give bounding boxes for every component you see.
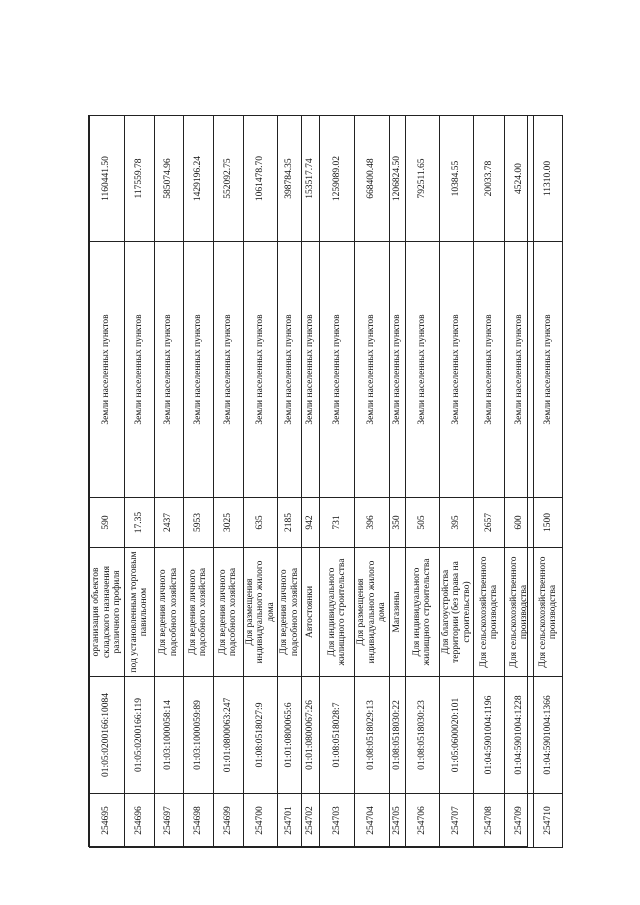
cadastral-number: 01:01:0800067:26 — [302, 677, 320, 794]
cadastral-number: 01:08:0518029:13 — [355, 677, 390, 794]
table-row — [320, 116, 355, 848]
area: 635 — [243, 498, 278, 548]
permitted-use: Автостоянки — [302, 548, 320, 677]
row-number: 254707 — [439, 794, 474, 848]
cadastral-number: 01:05:0600020:101 — [439, 677, 474, 794]
row-number: 254698 — [183, 794, 213, 848]
land-category: Земли населенных пунктов — [154, 242, 183, 498]
permitted-use: Для ведения личного подсобного хозяйства — [213, 548, 243, 677]
table-row — [302, 116, 320, 848]
permitted-use: Для благоустройства территории (без права на строительство) — [439, 548, 474, 677]
cadastral-cost: 10384.55 — [439, 116, 474, 242]
land-category: Земли населенных пунктов — [243, 242, 278, 498]
row-number: 254697 — [154, 794, 183, 848]
permitted-use: Для размещения индивидуального жилого дома — [355, 548, 390, 677]
cadastral-cost: 1259089.02 — [320, 116, 355, 242]
land-category: Земли населенных пунктов — [213, 242, 243, 498]
rotated-table-container — [89, 116, 558, 848]
cadastral-cost: 1206824.50 — [389, 116, 405, 242]
area: 17.35 — [124, 498, 154, 548]
cadastral-cost: 668400.48 — [355, 116, 390, 242]
cadastral-cost: 585074.96 — [154, 116, 183, 242]
table-row — [154, 116, 183, 848]
permitted-use: Для сельскохозяйственного производства — [505, 548, 534, 677]
cadastral-cost: 398784.35 — [278, 116, 302, 242]
document-page — [88, 115, 558, 847]
permitted-use: Для ведения личного подсобного хозяйства — [183, 548, 213, 677]
land-category: Земли населенных пунктов — [474, 242, 505, 498]
permitted-use: под установленным торговым павильоном — [124, 548, 154, 677]
cadastral-cost: 1160441.50 — [90, 116, 125, 242]
row-number: 254699 — [213, 794, 243, 848]
land-category: Земли населенных пунктов — [183, 242, 213, 498]
land-category: Земли населенных пунктов — [90, 242, 125, 498]
row-number: 254702 — [302, 794, 320, 848]
permitted-use: Для размещения индивидуального жилого дома — [243, 548, 278, 677]
row-number: 254705 — [389, 794, 405, 848]
land-plots-table — [89, 115, 563, 848]
cadastral-number: 01:01:0800065:6 — [278, 677, 302, 794]
cadastral-number: 01:08:0518030:22 — [389, 677, 405, 794]
land-category: Земли населенных пунктов — [505, 242, 534, 498]
cadastral-number: 01:04:5901004:1366 — [534, 677, 563, 794]
row-number: 254700 — [243, 794, 278, 848]
table-row — [243, 116, 278, 848]
area: 600 — [505, 498, 534, 548]
cadastral-number: 01:08:0518027:9 — [243, 677, 278, 794]
area: 350 — [389, 498, 405, 548]
cadastral-number: 01:04:5901004:1228 — [505, 677, 534, 794]
cadastral-cost: 153517.74 — [302, 116, 320, 242]
row-number: 254701 — [278, 794, 302, 848]
cadastral-cost: 4524.00 — [505, 116, 534, 242]
table-row — [355, 116, 390, 848]
cadastral-cost: 1061478.70 — [243, 116, 278, 242]
cadastral-number: 01:05:0200166:10084 — [90, 677, 125, 794]
permitted-use: Для ведения личного подсобного хозяйства — [154, 548, 183, 677]
area: 2185 — [278, 498, 302, 548]
land-category: Земли населенных пунктов — [405, 242, 439, 498]
table-row — [439, 116, 474, 848]
row-number: 254703 — [320, 794, 355, 848]
cadastral-number: 01:04:5901004:1196 — [474, 677, 505, 794]
land-category: Земли населенных пунктов — [302, 242, 320, 498]
permitted-use: Для сельскохозяйственного производства — [534, 548, 563, 677]
row-number: 254696 — [124, 794, 154, 848]
row-number: 254695 — [90, 794, 125, 848]
cadastral-number: 01:08:0518030:23 — [405, 677, 439, 794]
land-category: Земли населенных пунктов — [124, 242, 154, 498]
land-category: Земли населенных пунктов — [278, 242, 302, 498]
cadastral-cost: 11310.00 — [534, 116, 563, 242]
row-number: 254709 — [505, 794, 534, 848]
row-number: 254706 — [405, 794, 439, 848]
area: 396 — [355, 498, 390, 548]
area: 1500 — [534, 498, 563, 548]
table-row — [213, 116, 243, 848]
land-category: Земли населенных пунктов — [439, 242, 474, 498]
area: 590 — [90, 498, 125, 548]
area: 5953 — [183, 498, 213, 548]
area: 731 — [320, 498, 355, 548]
cadastral-cost: 552092.75 — [213, 116, 243, 242]
land-category: Земли населенных пунктов — [534, 242, 563, 498]
table-row — [474, 116, 505, 848]
cadastral-cost: 792511.65 — [405, 116, 439, 242]
row-number: 254710 — [534, 794, 563, 848]
area: 2437 — [154, 498, 183, 548]
area: 505 — [405, 498, 439, 548]
cadastral-number: 01:05:0200166:119 — [124, 677, 154, 794]
table-row — [505, 116, 534, 848]
table-row — [90, 116, 125, 848]
table-row — [124, 116, 154, 848]
area: 2657 — [474, 498, 505, 548]
table-row — [534, 116, 563, 848]
cadastral-number: 01:03:1000059:89 — [183, 677, 213, 794]
area: 3025 — [213, 498, 243, 548]
cadastral-cost: 20033.78 — [474, 116, 505, 242]
permitted-use: Для ведения личного подсобного хозяйства — [278, 548, 302, 677]
land-category: Земли населенных пунктов — [355, 242, 390, 498]
row-number: 254708 — [474, 794, 505, 848]
area: 395 — [439, 498, 474, 548]
permitted-use: организация объектов складского назначения различного профиля — [90, 548, 125, 677]
cadastral-cost: 117559.78 — [124, 116, 154, 242]
cadastral-number: 01:08:0518028:7 — [320, 677, 355, 794]
permitted-use: Магазины — [389, 548, 405, 677]
land-category: Земли населенных пунктов — [389, 242, 405, 498]
cadastral-number: 01:01:0800063:247 — [213, 677, 243, 794]
table-row — [405, 116, 439, 848]
permitted-use: Для индивидуального жилищного строительства — [320, 548, 355, 677]
area: 942 — [302, 498, 320, 548]
cadastral-number: 01:03:1000058:14 — [154, 677, 183, 794]
permitted-use: Для сельскохозяйственного производства — [474, 548, 505, 677]
table-row — [278, 116, 302, 848]
permitted-use: Для индивидуального жилищного строительства — [405, 548, 439, 677]
table-row — [389, 116, 405, 848]
table-row — [183, 116, 213, 848]
row-number: 254704 — [355, 794, 390, 848]
land-category: Земли населенных пунктов — [320, 242, 355, 498]
cadastral-cost: 1429196.24 — [183, 116, 213, 242]
